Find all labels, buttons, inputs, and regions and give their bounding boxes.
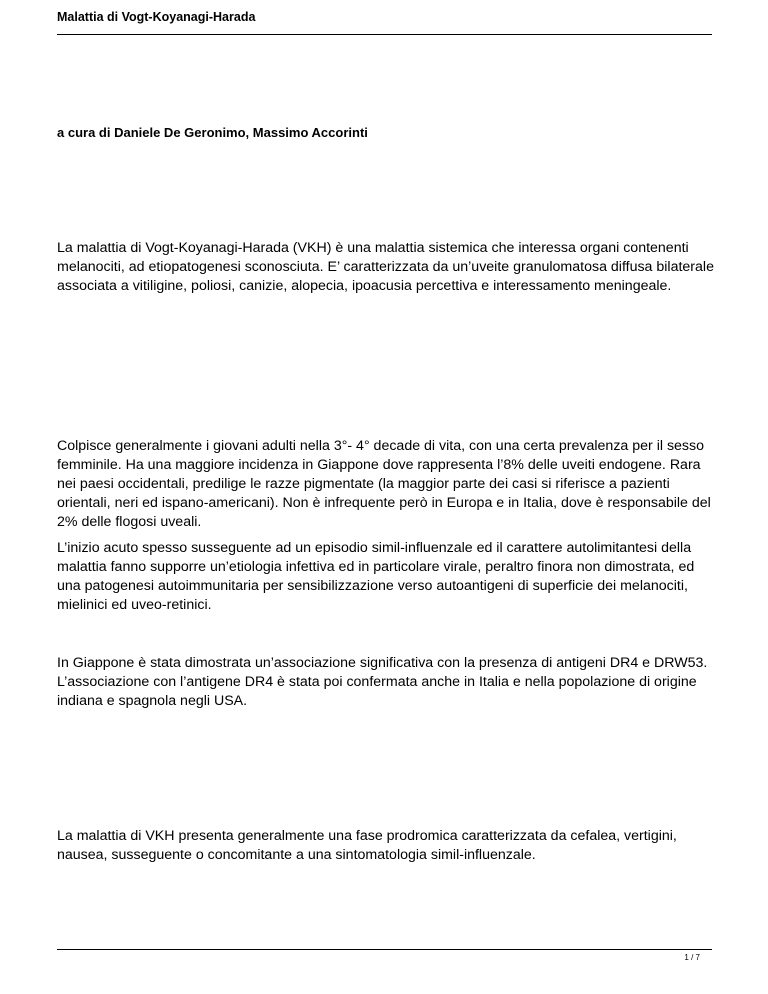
paragraph-epidemiology: Colpisce generalmente i giovani adulti nella 3°- 4° decade di vita, con una certa prevalenza per il sesso femminile. Ha una maggiore incidenza in Giappone dove rappresenta l’8% delle uveiti endogene. Rara nei paesi occidentali, predilige le razze pigmentate (la maggior parte dei casi si riferisce a pazienti orientali, neri ed ispano-americani). Non è infrequente però in Europa e in Italia, dove è responsabile del 2% delle flogosi uveali. [57,438,711,530]
page-header-title: Malattia di Vogt-Koyanagi-Harada [57,10,256,24]
paragraph-prodromal-phase: La malattia di VKH presenta generalmente una fase prodromica caratterizzata da cefalea, vertigini, nausea, susseguente o concomitante a una sintomatologia simil-influenzale. [57,828,677,863]
paragraph-etiology: L’inizio acuto spesso susseguente ad un episodio simil-influenzale ed il carattere autolimitantesi della malattia fanno supporre un’etiologia infettiva ed in particolare virale, peraltro finora non dimostrata, ed una patogenesi autoimmunitaria per sensibilizzazione verso autoantigeni di superficie dei melanociti, mielinici ed uveo-retinici. [57,540,695,613]
authors-byline: a cura di Daniele De Geronimo, Massimo Accorinti [57,125,368,140]
paragraph-definition: La malattia di Vogt-Koyanagi-Harada (VKH) è una malattia sistemica che interessa organi contenenti melanociti, ad etiopatogenesi sconosciuta. E’ caratterizzata da un’uveite granulomatosa diffusa bilaterale associata a vitiligine, poliosi, canizie, alopecia, ipoacusia percettiva e interessamento meningeale. [57,240,714,294]
footer-divider [57,949,712,950]
paragraph-genetics: In Giappone è stata dimostrata un’associazione significativa con la presenza di antigeni DR4 e DRW53. L’associazione con l’antigene DR4 è stata poi confermata anche in Italia e nella popolazione di origine indiana e spagnola negli USA. [57,655,708,709]
page-number: 1 / 7 [684,953,700,962]
header-divider [57,34,712,35]
